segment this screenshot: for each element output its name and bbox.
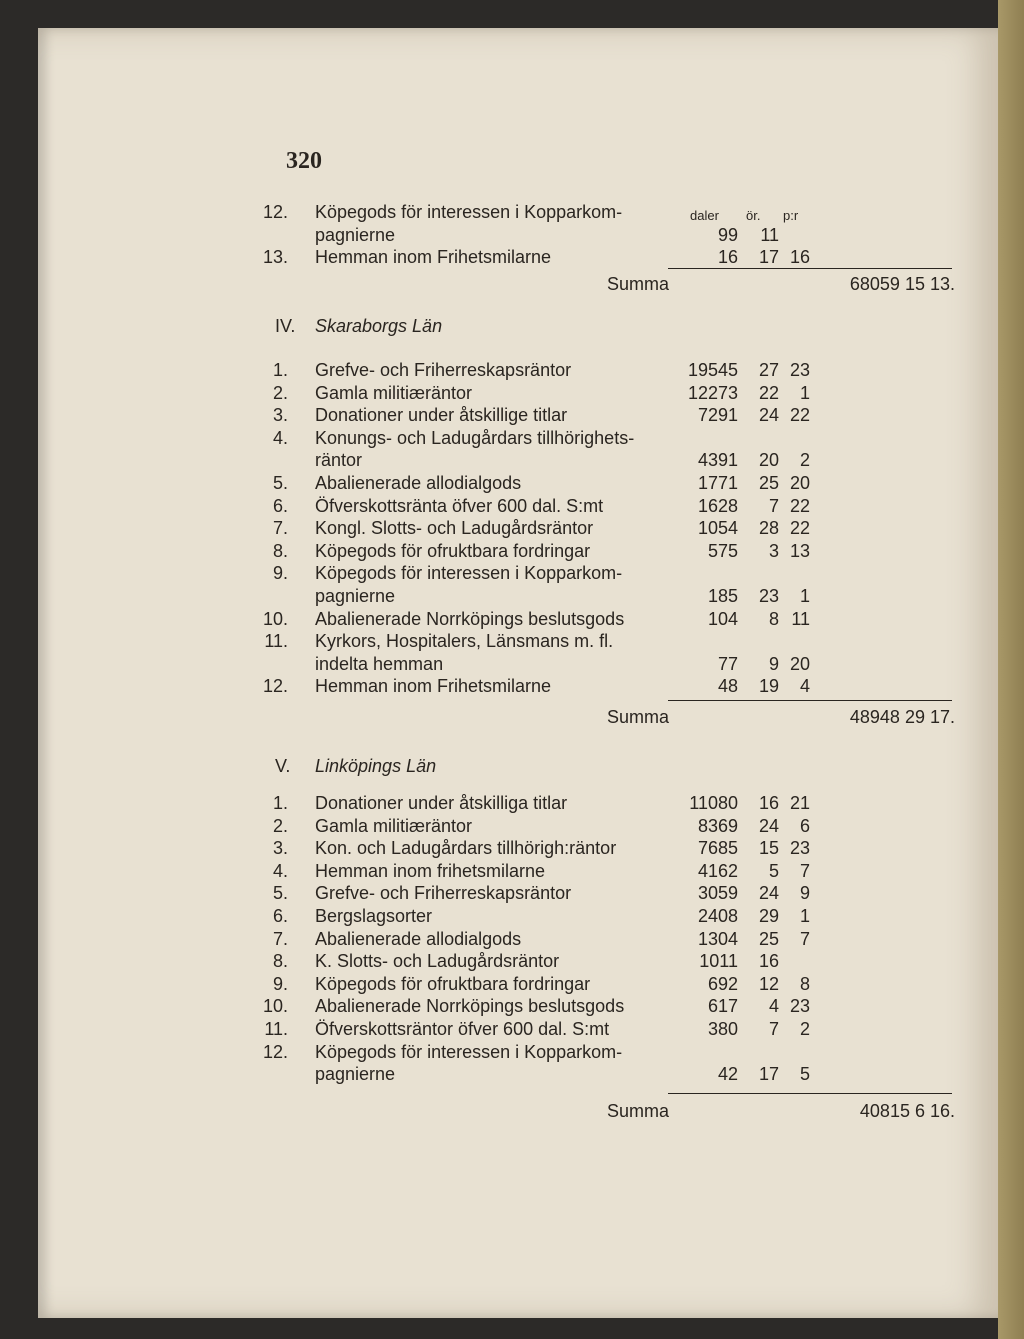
value-pr: 23 — [789, 838, 810, 859]
value-daler: 1011 — [699, 951, 738, 972]
value-daler: 2408 — [697, 906, 738, 926]
value-pr: 2 — [799, 450, 810, 471]
value-or: 3 — [768, 540, 779, 561]
row-number: 6. — [272, 906, 288, 926]
value-or: 27 — [758, 360, 779, 380]
value-pr: 21 — [789, 793, 810, 813]
row-number: 12. — [262, 1041, 288, 1062]
section-roman: IV. — [275, 316, 296, 336]
value-or: 20 — [758, 450, 779, 471]
value-pr: 22 — [789, 518, 810, 539]
section-roman: V. — [275, 756, 291, 776]
value-pr: 6 — [799, 815, 810, 836]
value-or: 22 — [758, 382, 779, 403]
sum-rule — [668, 700, 952, 701]
value-pr: 16 — [789, 247, 810, 268]
value-daler: 4162 — [697, 860, 738, 881]
value-pr: 4 — [799, 676, 810, 697]
row-number: 12. — [262, 202, 288, 222]
value-pr: 1 — [799, 906, 810, 926]
value-or: 16 — [758, 951, 779, 972]
value-or: 24 — [758, 883, 779, 904]
row-number: 9. — [272, 563, 288, 584]
row-text: Öfverskottsräntor öfver 600 dal. S:mt — [315, 1019, 610, 1039]
row-text: pagnierne — [315, 586, 396, 606]
value-daler: 617 — [707, 996, 738, 1017]
row-number: 7. — [272, 928, 288, 949]
value-or: 28 — [758, 518, 779, 539]
value-or: 25 — [758, 928, 779, 949]
value-daler: 99 — [717, 224, 738, 245]
row-text: K. Slotts- och Ladugårdsräntor — [315, 951, 560, 972]
sum-rule — [668, 268, 952, 269]
value-pr: 23 — [789, 360, 810, 380]
value-or: 7 — [768, 1019, 779, 1039]
sum-rule — [668, 1093, 952, 1094]
value-or: 5 — [768, 860, 779, 881]
row-text: Kon. och Ladugårdars tillhörigh:räntor — [315, 838, 617, 859]
row-text: Hemman inom Frihetsmilarne — [315, 247, 552, 268]
value-daler: 7685 — [697, 838, 738, 859]
section-total: 48948 29 17. — [849, 707, 955, 727]
value-daler: 575 — [707, 540, 738, 561]
row-text: Köpegods för interessen i Kopparkom- — [315, 563, 623, 584]
row-number: 6. — [272, 495, 288, 516]
row-text: pagnierne — [315, 1064, 396, 1085]
row-text: Abalienerade Norrköpings beslutsgods — [315, 996, 625, 1017]
header-or: ör. — [746, 208, 761, 223]
summa-label: Summa — [607, 1101, 670, 1121]
value-daler: 1304 — [697, 928, 738, 949]
value-pr: 5 — [799, 1064, 810, 1085]
value-or: 11 — [760, 224, 779, 245]
row-number: 1. — [272, 360, 288, 380]
value-daler: 8369 — [697, 815, 738, 836]
value-or: 15 — [758, 838, 779, 859]
value-pr: 20 — [789, 653, 810, 674]
value-pr: 7 — [799, 928, 810, 949]
row-text: Abalienerade Norrköpings beslutsgods — [315, 608, 625, 629]
row-text: Gamla militiæräntor — [315, 815, 473, 836]
row-number: 2. — [272, 815, 288, 836]
row-number: 1. — [272, 793, 288, 813]
value-or: 24 — [758, 815, 779, 836]
row-text: Abalienerade allodialgods — [315, 473, 522, 493]
value-or: 7 — [768, 495, 779, 516]
row-text: Hemman inom frihetsmilarne — [315, 860, 546, 881]
value-daler: 77 — [717, 653, 738, 674]
row-number: 4. — [272, 427, 288, 448]
value-daler: 1771 — [697, 473, 738, 493]
value-daler: 1054 — [697, 518, 738, 539]
value-or: 8 — [768, 608, 779, 629]
value-or: 23 — [758, 586, 779, 606]
row-text: Hemman inom Frihetsmilarne — [315, 676, 552, 697]
row-text: Grefve- och Friherreskapsräntor — [315, 883, 572, 904]
value-daler: 11080 — [689, 793, 738, 813]
row-text: Konungs- och Ladugårdars tillhörighets- — [315, 427, 635, 448]
header-pr: p:r — [783, 208, 799, 223]
value-pr: 11 — [791, 608, 810, 629]
section-title: Skaraborgs Län — [315, 316, 443, 336]
row-number: 8. — [272, 540, 288, 561]
value-pr: 23 — [789, 996, 810, 1017]
row-number: 3. — [272, 405, 288, 426]
value-daler: 12273 — [687, 382, 738, 403]
value-or: 25 — [758, 473, 779, 493]
value-pr: 22 — [789, 495, 810, 516]
row-text: Bergslagsorter — [315, 906, 433, 926]
row-number: 10. — [262, 996, 288, 1017]
ledger-content — [38, 28, 998, 1318]
row-number: 10. — [262, 608, 288, 629]
value-or: 12 — [758, 973, 779, 994]
value-daler: 4391 — [697, 450, 738, 471]
row-number: 5. — [272, 883, 288, 904]
value-daler: 16 — [717, 247, 738, 268]
value-pr: 7 — [799, 860, 810, 881]
value-daler: 48 — [717, 676, 738, 697]
value-pr: 22 — [789, 405, 810, 426]
row-text: pagnierne — [315, 224, 396, 245]
section-title: Linköpings Län — [315, 756, 437, 776]
value-pr: 9 — [799, 883, 810, 904]
value-pr: 13 — [789, 540, 810, 561]
value-or: 29 — [758, 906, 779, 926]
row-text: räntor — [315, 450, 363, 471]
row-text: Köpegods för interessen i Kopparkom- — [315, 202, 623, 222]
page-number: 320 — [286, 148, 322, 174]
row-text: Kongl. Slotts- och Ladugårdsräntor — [315, 518, 594, 539]
value-daler: 185 — [707, 586, 738, 606]
header-daler: daler — [690, 208, 719, 223]
section-total: 40815 6 16. — [859, 1101, 955, 1121]
row-text: Köpegods för ofruktbara fordringar — [315, 540, 591, 561]
value-daler: 1628 — [697, 495, 738, 516]
value-daler: 42 — [717, 1064, 738, 1085]
summa-label: Summa — [607, 707, 670, 727]
value-or: 19 — [758, 676, 779, 697]
summa-label: Summa — [607, 274, 670, 294]
value-or: 4 — [768, 996, 779, 1017]
row-text: Kyrkors, Hospitalers, Länsmans m. fl. — [315, 631, 614, 652]
row-text: Donationer under åtskillige titlar — [315, 405, 568, 426]
row-number: 5. — [272, 473, 288, 493]
row-number: 11. — [264, 1019, 288, 1039]
value-pr: 1 — [799, 586, 810, 606]
row-number: 13. — [262, 247, 288, 268]
row-text: Donationer under åtskilliga titlar — [315, 793, 568, 813]
page-edge — [998, 0, 1024, 1339]
row-number: 4. — [272, 860, 288, 881]
row-text: indelta hemman — [315, 653, 444, 674]
value-pr: 8 — [799, 973, 810, 994]
value-daler: 692 — [707, 973, 738, 994]
row-number: 3. — [272, 838, 288, 859]
value-daler: 19545 — [687, 360, 738, 380]
value-daler: 380 — [707, 1019, 738, 1039]
row-text: Köpegods för interessen i Kopparkom- — [315, 1041, 623, 1062]
value-pr: 20 — [789, 473, 810, 493]
row-number: 12. — [262, 676, 288, 697]
row-text: Öfverskottsränta öfver 600 dal. S:mt — [315, 495, 604, 516]
row-number: 9. — [272, 973, 288, 994]
value-daler: 7291 — [697, 405, 738, 426]
value-or: 17 — [758, 247, 779, 268]
value-or: 24 — [758, 405, 779, 426]
row-number: 11. — [264, 631, 288, 652]
document-page — [38, 28, 998, 1318]
row-number: 2. — [272, 382, 288, 403]
row-number: 8. — [272, 951, 288, 972]
section-total: 68059 15 13. — [849, 274, 955, 294]
value-daler: 3059 — [697, 883, 738, 904]
row-text: Gamla militiæräntor — [315, 382, 473, 403]
row-number: 7. — [272, 518, 288, 539]
value-or: 16 — [758, 793, 779, 813]
value-pr: 2 — [799, 1019, 810, 1039]
row-text: Abalienerade allodialgods — [315, 928, 522, 949]
value-or: 9 — [768, 653, 779, 674]
row-text: Grefve- och Friherreskapsräntor — [315, 360, 572, 380]
value-pr: 1 — [799, 382, 810, 403]
value-or: 17 — [758, 1064, 779, 1085]
value-daler: 104 — [707, 608, 738, 629]
row-text: Köpegods för ofruktbara fordringar — [315, 973, 591, 994]
